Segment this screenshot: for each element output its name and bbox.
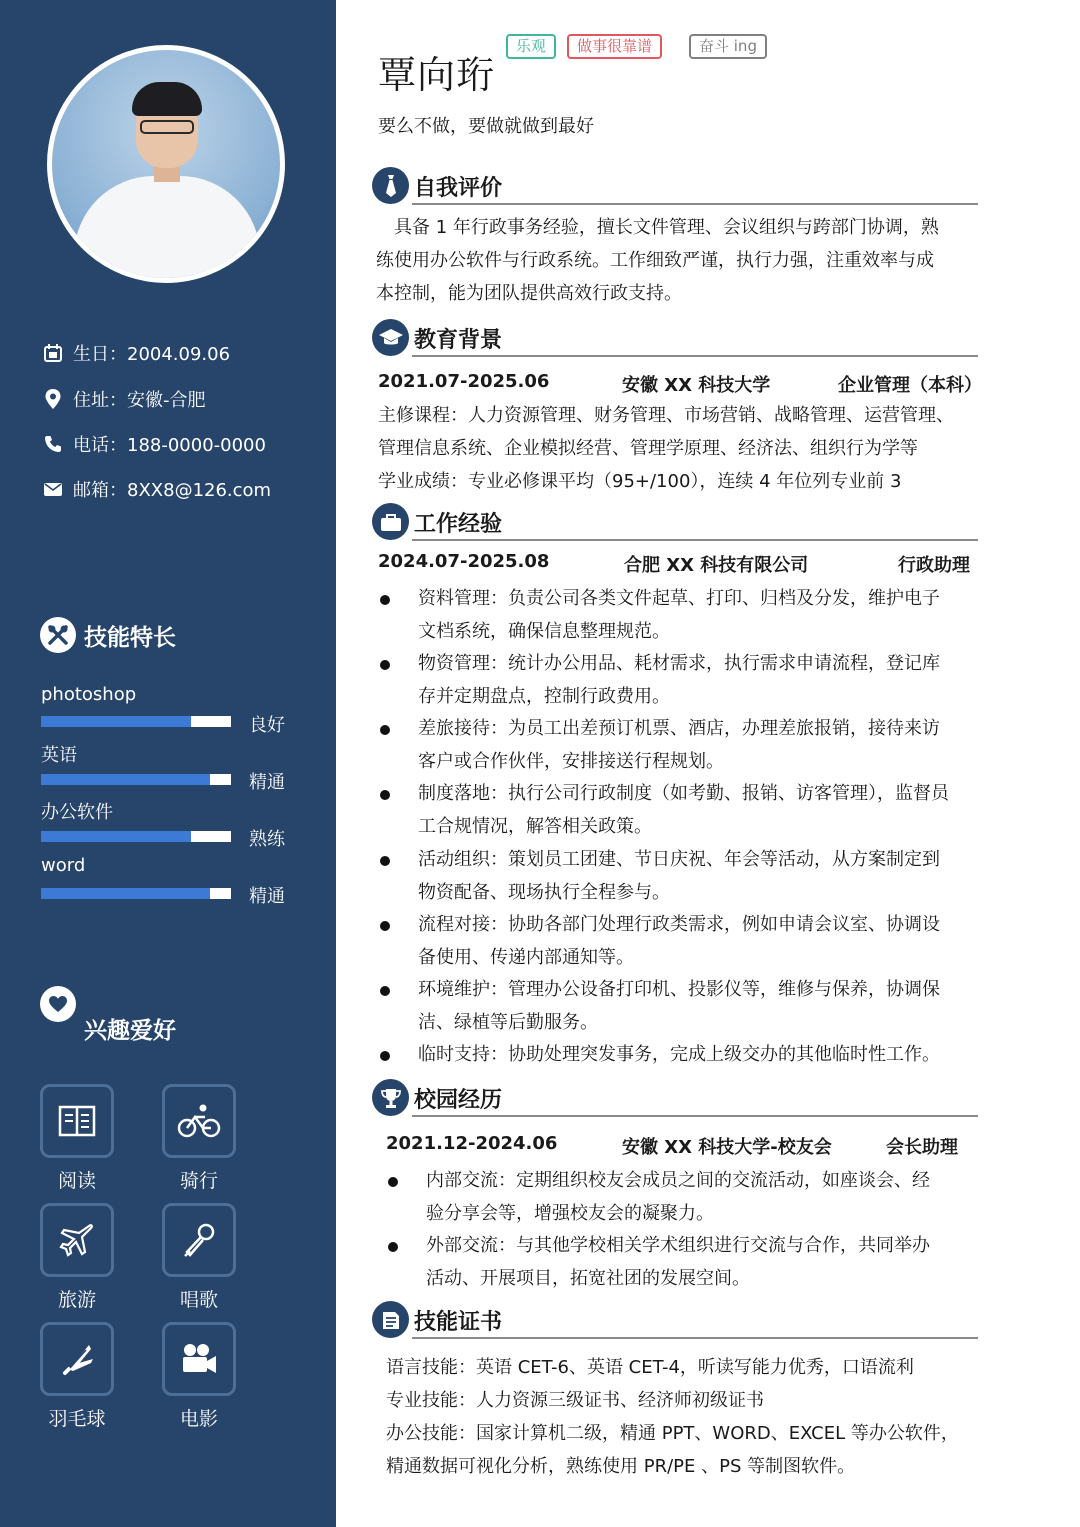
- education-line: 管理信息系统、企业模拟经营、管理学原理、经济法、组织行为学等: [378, 438, 918, 459]
- cert-line: 专业技能：人力资源三级证书、经济师初级证书: [386, 1390, 764, 1411]
- campus-bullet-line: 外部交流：与其他学校相关学术组织进行交流与合作，共同举办: [426, 1235, 930, 1256]
- bicycle-icon: [162, 1084, 236, 1158]
- profile-photo: [47, 45, 285, 283]
- skill-bar-fill: [41, 888, 210, 899]
- skill-name: 英语: [41, 745, 77, 766]
- hobby-travel: [40, 1203, 114, 1312]
- work-bullet-line: 客户或合作伙伴，安排接送行程规划。: [418, 751, 724, 772]
- location-pin-icon: [42, 388, 64, 410]
- candidate-name: 覃向珩: [378, 53, 496, 97]
- hobby-label: 骑行: [179, 1170, 218, 1192]
- microphone-icon: [162, 1203, 236, 1277]
- book-icon: [40, 1084, 114, 1158]
- skill-bar: [41, 774, 231, 785]
- motto: 要么不做，要做就做到最好: [378, 116, 594, 137]
- skills-heading: [40, 617, 176, 653]
- skill-bar-fill: [41, 716, 191, 727]
- trophy-icon: [372, 1079, 409, 1116]
- phone-icon: [42, 433, 64, 455]
- hobby-label: 电影: [179, 1408, 218, 1430]
- hobby-label: 旅游: [57, 1289, 96, 1311]
- section-self-eval: [372, 167, 978, 207]
- certificate-book-icon: [372, 1301, 409, 1338]
- work-bullet-line: 环境维护：管理办公设备打印机、投影仪等，维修与保养，协调保: [418, 979, 940, 1000]
- tag-badge: 奋斗 ing: [689, 34, 767, 59]
- work-bullet-line: 备使用、传递内部通知等。: [418, 947, 634, 968]
- work-bullet-line: 工合规情况，解答相关政策。: [418, 816, 652, 837]
- education-line: 主修课程：人力资源管理、财务管理、市场营销、战略管理、运营管理、: [378, 405, 954, 426]
- hobby-label: 羽毛球: [48, 1408, 106, 1430]
- skill-bar: [41, 888, 231, 899]
- contact-email: [42, 476, 271, 502]
- education-major: 企业管理（本科）: [838, 375, 982, 396]
- skill-bar: [41, 716, 231, 727]
- section-title: 教育背景: [414, 328, 503, 353]
- tag-badge: 做事很靠谱: [567, 34, 662, 59]
- contact-address-text: 住址：安徽-合肥: [73, 390, 206, 411]
- work-role: 行政助理: [898, 555, 970, 576]
- work-bullet-line: 临时支持：协助处理突发事务，完成上级交办的其他临时性工作。: [418, 1044, 940, 1065]
- main-content: [336, 0, 1080, 1527]
- skill-bar-fill: [41, 774, 210, 785]
- section-education: [372, 319, 978, 359]
- contact-phone-text: 电话：188-0000-0000: [73, 435, 266, 456]
- work-bullet-line: 资料管理：负责公司各类文件起草、打印、归档及分发，维护电子: [418, 588, 940, 609]
- skills-title: 技能特长: [84, 624, 176, 651]
- work-bullet-line: 洁、绿植等后勤服务。: [418, 1012, 598, 1033]
- work-bullet-line: 物资配备、现场执行全程参与。: [418, 882, 670, 903]
- section-title: 校园经历: [414, 1088, 503, 1113]
- hobbies-title: 兴趣爱好: [84, 1018, 176, 1044]
- campus-org: 安徽 XX 科技大学-校友会: [622, 1137, 832, 1158]
- cert-line: 精通数据可视化分析，熟练使用 PR/PE 、PS 等制图软件。: [386, 1456, 856, 1477]
- heart-icon: [40, 986, 76, 1022]
- skill-level: 精通: [249, 772, 285, 793]
- education-school: 安徽 XX 科技大学: [622, 375, 771, 396]
- hobby-singing: [162, 1203, 236, 1312]
- tag-badge: 乐观: [506, 34, 556, 59]
- hobbies-heading: [40, 986, 176, 1045]
- contact-address: [42, 386, 206, 412]
- section-certs: [372, 1301, 978, 1341]
- hobby-badminton: [40, 1322, 114, 1431]
- work-bullet-line: 存并定期盘点，控制行政费用。: [418, 686, 670, 707]
- airplane-icon: [40, 1203, 114, 1277]
- skill-bar: [41, 831, 231, 842]
- contact-email-text: 邮箱：8XX8@126.com: [73, 480, 272, 501]
- skill-name: word: [41, 855, 86, 876]
- contact-phone: [42, 431, 266, 457]
- campus-period: 2021.12-2024.06: [386, 1133, 558, 1154]
- section-divider: [412, 203, 978, 205]
- contact-birthday: [42, 340, 230, 366]
- work-bullet-line: 活动组织：策划员工团建、节日庆祝、年会等活动，从方案制定到: [418, 849, 940, 870]
- skill-name: photoshop: [41, 684, 137, 705]
- calendar-icon: [42, 342, 64, 364]
- section-title: 自我评价: [414, 176, 503, 201]
- mail-icon: [42, 478, 64, 500]
- section-campus: [372, 1079, 978, 1119]
- skill-level: 熟练: [249, 829, 285, 850]
- education-line: 学业成绩：专业必修课平均（95+/100），连续 4 年位列专业前 3: [378, 471, 902, 492]
- skill-name: 办公软件: [41, 802, 113, 823]
- briefcase-icon: [372, 503, 409, 540]
- skill-level: 良好: [249, 715, 285, 736]
- hobby-movie: [162, 1322, 236, 1431]
- work-bullet-line: 物资管理：统计办公用品、耗材需求，执行需求申请流程，登记库: [418, 653, 940, 674]
- section-divider: [412, 355, 978, 357]
- hobby-reading: [40, 1084, 114, 1193]
- movie-camera-icon: [162, 1322, 236, 1396]
- work-bullet-line: 流程对接：协助各部门处理行政类需求，例如申请会议室、协调设: [418, 914, 940, 935]
- self-eval-line: 本控制，能为团队提供高效行政支持。: [376, 283, 682, 304]
- work-bullet-line: 差旅接待：为员工出差预订机票、酒店，办理差旅报销，接待来访: [418, 718, 940, 739]
- self-eval-line: 具备 1 年行政事务经验，擅长文件管理、会议组织与跨部门协调，熟: [394, 217, 939, 238]
- work-bullet-line: 制度落地：执行公司行政制度（如考勤、报销、访客管理），监督员: [418, 783, 949, 804]
- self-eval-line: 练使用办公软件与行政系统。工作细致严谨，执行力强，注重效率与成: [376, 250, 934, 271]
- section-work: [372, 503, 978, 543]
- section-divider: [412, 1337, 978, 1339]
- section-divider: [412, 1115, 978, 1117]
- necktie-icon: [372, 167, 409, 204]
- work-company: 合肥 XX 科技有限公司: [624, 555, 809, 576]
- skill-level: 精通: [249, 886, 285, 907]
- campus-role: 会长助理: [886, 1137, 958, 1158]
- cert-line: 语言技能：英语 CET-6、英语 CET-4，听读写能力优秀，口语流利: [386, 1357, 914, 1378]
- section-divider: [412, 539, 978, 541]
- hobby-label: 唱歌: [179, 1289, 218, 1311]
- tools-icon: [40, 617, 76, 653]
- campus-bullet-line: 内部交流：定期组织校友会成员之间的交流活动，如座谈会、经: [426, 1170, 930, 1191]
- contact-birthday-text: 生日：2004.09.06: [73, 344, 231, 365]
- hobby-label: 阅读: [57, 1170, 96, 1192]
- section-title: 工作经验: [414, 512, 503, 537]
- hobby-cycling: [162, 1084, 236, 1193]
- section-title: 技能证书: [414, 1310, 503, 1335]
- education-period: 2021.07-2025.06: [378, 371, 550, 392]
- work-bullet-line: 文档系统，确保信息整理规范。: [418, 621, 670, 642]
- sidebar: [0, 0, 336, 1527]
- campus-bullet-line: 验分享会等，增强校友会的凝聚力。: [426, 1203, 714, 1224]
- campus-bullet-line: 活动、开展项目，拓宽社团的发展空间。: [426, 1268, 750, 1289]
- badminton-icon: [40, 1322, 114, 1396]
- skill-bar-fill: [41, 831, 191, 842]
- cert-line: 办公技能：国家计算机二级，精通 PPT、WORD、EXCEL 等办公软件，: [386, 1423, 959, 1444]
- work-period: 2024.07-2025.08: [378, 551, 550, 572]
- graduation-cap-icon: [372, 319, 409, 356]
